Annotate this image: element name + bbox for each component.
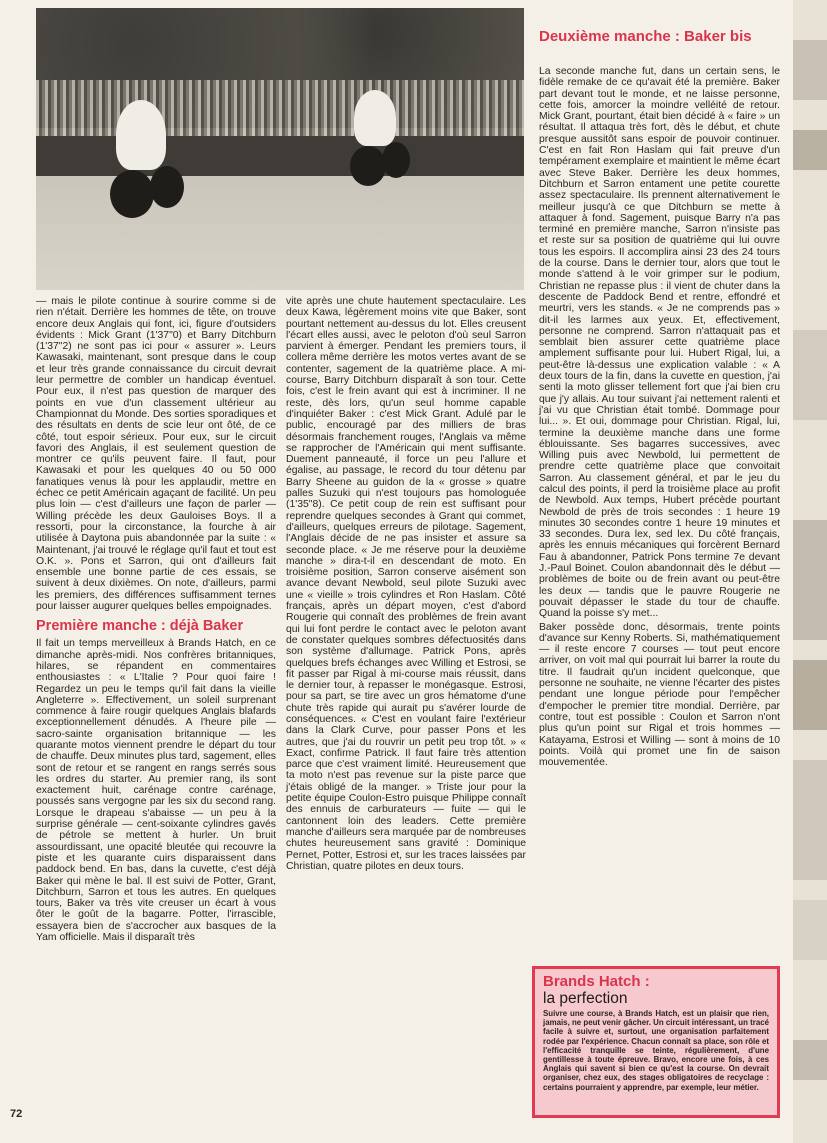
col3-paragraph-1: La seconde manche fut, dans un certain sens, le fidèle remake de ce qu'avait été la première. Baker part devant tout le monde, et ne laisse personne, cette fois, amorcer la moindre velléité de retour. Mick Grant, pourtant, était bien décidé à « faire » un résultat. Il attaqua très fort, dès le début, et chute presque aussitôt sans espoir de pouvoir continuer. C'est en fait Ron Haslam qui fait preuve d'un tempérament exemplaire et maintient le même écart avec Steve Baker. Derrière les deux hommes, Ditchburn et Sarron entament une petite courette assez spectaculaire. Ils prennent alternativement le meilleur jusqu'à ce que Ditchburn se mette à attaquer à fond. Sagement, puisque Barry n'a pas terminé en première manche, Sarron n'insiste pas et reste sur sa position de quatrième qui lui ouvre tous les espoirs. Il accomplira ainsi 23 des 24 tours de la course. Dans le dernier tour, alors que tout le monde s'attend à le voir grimper sur le podium, Christian ne repasse plus : il vient de chuter dans la descente de Paddock Bend et rentre, effondré et meurtri, vers les stands. « Je ne comprends pas » dit-il les larmes aux yeux. Et, effectivement, personne ne comprend. Sarron n'attaquait pas et semblait bien assurer cette quatrième place amplement suffisante pour lui. Hubert Rigal, lui, a peut-être là-dessus une explication valable : « A deux tours de la fin, dans la cuvette en question, j'ai senti la moto glisser tellement fort que j'ai bien cru que j'y allais. Au tour suivant j'ai nettement ralenti et j'ai vu que Christian était tombé. Dommage pour lui... ». Et oui, dommage pour Christian. Rigal, lui, termine la deuxième manche dans une forme éblouissante. Ses bagarres successives, avec Willing puis avec Newbold, lui permettent de prendre cette quatrième place que convoitait Sarron. Au classement général, et par le jeu du calcul des points, il perd la troisième place au profit de Newbold. Aux temps, Hubert précède pourtant Newbold de près de trois secondes : 1 heure 19 minutes 30 secondes contre 1 heure 19 minutes et 33 secondes. Dura lex, sed lex. Du côté français, après les ennuis mécaniques qui forcèrent Bernard Fau à abandonner, Patrick Pons termine 7e devant J.-Paul Boinet. Coulon abandonnait dès le début — problèmes de boite ou de frein avant ou peut-être les deux — tandis que le pauvre Rougerie ne pouvait dépasser le stade du tour de chauffe. Quand la poisse s'y met... (539, 66, 780, 620)
box-title: Brands Hatch : (543, 973, 650, 990)
lead-motorcycle (102, 100, 192, 220)
box-text: Suivre une course, à Brands Hatch, est un plaisir que rien, jamais, ne peut venir gâcher. Un circuit intéressant, un tracé facile à suivre et, surtout, une organisation parfaitement rodée par l'expérience. Chacun connaît sa place, son rôle et l'efficacité tranquille se teinte, régulièrement, d'une gentillesse à toute épreuve. Bravo, encore une fois, à ces Anglais qui savent si bien ce qu'est la course. On devrait organiser, chez eux, des stages obligatoires de recyclage : certains pourraient y apprendre, par exemple, leur métier. (543, 1009, 769, 1092)
section-title-deuxieme-manche: Deuxième manche : Baker bis (539, 28, 752, 45)
second-motorcycle (344, 90, 414, 190)
page-number: 72 (10, 1108, 23, 1120)
col1-paragraph-1: — mais le pilote continue à sourire comme si de rien n'était. Derrière les hommes de tête, on trouve encore deux Anglais qui font, ici, figure d'outsiders évidents : Mick Grant (1'37"0) et Barry Ditchburn (1'37"2) ne sont pas ici pour « assurer ». Leurs Kawasaki, maintenant, sont presque dans le coup et leur très grande connaissance du circuit devrait leur permettre de combler un handicap éventuel. Pour eux, il n'est pas question de marquer des points en vue d'un classement ultérieur au Championnat du Monde. Des sorties sporadiques et des résultats en dents de scie leur ont ôté, de ce côté, tout espoir sérieux. Pour eux, sur le circuit favori des Anglais, il est seulement question de montrer ce qu'ils peuvent faire. Il faut, pour Kawasaki et pour les quelques 40 ou 50 000 fanatiques venus là pour les applaudir, mettre en échec ce petit Américain agaçant de facilité. Un peu plus loin — c'est d'ailleurs une façon de parler — Willing précède les deux Gauloises Boys. Il a ressorti, pour la circonstance, la fourche à air utilisée à Daytona puis abandonnée par la suite : « Maintenant, j'ai trouvé le réglage qu'il faut et tout est O.K. ». Pons et Sarron, qui ont d'ailleurs fait ensemble une bonne partie de ces essais, se suivent à deux dixièmes. On note, d'ailleurs, parmi les premiers, des différences suffisamment ternes pour laisser augurer quelques belles empoignades. (36, 296, 276, 613)
col1-paragraph-2: Il fait un temps merveilleux à Brands Hatch, en ce dimanche après-midi. Nos confrères britanniques, hilares, se répandent en commentaires enthousiastes : « L'Italie ? Pour quoi faire ! Regardez un peu le temps qu'il fait dans la vieille Angleterre ». Effectivement, un soleil surprenant commence à faire rougir quelques Anglais blafards exceptionnellement dénudés. A l'heure pile — sacro-sainte organisation britannique — les quarante motos viennent prendre le départ du tour de chauffe. Deux minutes plus tard, sagement, elles sont de retour et se rangent en rangs serrés sous les ordres du starter. Au premier rang, ils sont exactement huit, carénage contre carénage, poussés sans vergogne par les six du second rang. Lorsque le drapeau s'abaisse — un peu à la surprise générale — cent-soixante cylindres gavés de pétrole se mettent à hurler. Un bruit assourdissant, une opacité bleutée qui recouvre la piste et les quarante cuirs disparaissent dans paddock bend. En bas, dans la cuvette, c'est déjà Baker qui mène le bal. Il est suivi de Potter, Grant, Ditchburn, Sarron et tous les autres. En quelques tours, Baker va très vite creuser un écart à vous ôter le goût de la bagarre. Potter, l'irrascible, essayera bien de s'accrocher aux basques de la Yam officielle. Mais il disparaît très (36, 638, 276, 944)
box-subtitle: la perfection (543, 990, 628, 1007)
column-2 (286, 296, 526, 872)
col2-paragraph: vite après une chute hautement spectaculaire. Les deux Kawa, légèrement moins vite que Baker, sont pourtant nettement au-dessus du lot. Elles creusent l'écart elles aussi, avec le peloton d'où seul Sarron parvient à émerger. Pendant les premiers tours, il collera même derrière les motos vertes avant de se contenter, sagement de la quatrième place. A mi-course, Barry Ditchburn disparaît à son tour. Cette fois, c'est le frein avant qui est à incriminer. Il ne reste, dès lors, qu'un seul homme capable d'inquiéter Baker : c'est Mick Grant. Adulé par le public, encouragé par des milliers de bras désormais franchement rouges, l'Anglais va même se rapprocher de l'Américain qui ment suffisante. Duement panneauté, il force un peu l'allure et égalise, au passage, le record du tour détenu par Barry Sheene au guidon de la « grosse » quatre palles Suzuki qui n'est toujours pas homologuée (1'35"8). Ce petit coup de rein est suffisant pour reprendre quelques secondes à Grant qui commet, d'ailleurs, quelques erreurs de pilotage. Sagement, l'Anglais décide de ne pas insister et assure sa seconde place. « Je me réserve pour la deuxième manche » dira-t-il en descendant de moto. En troisième position, Sarron conserve aisément son avance devant Newbold, seul pilote Suzuki avec une « vieille » trois cylindres et Ron Haslam. Côté français, après un départ moyen, c'est d'abord Rougerie qui connaît des problèmes de frein avant qui lui font perdre le contact avec le peloton avant de constater quelques sombres défectuosités dans son système d'allumage. Patrick Pons, après quelques brefs échanges avec Willing et Estrosi, se fit passer par Rigal à mi-course mais réussit, dans le dernier tour, à repasser le monégasque. Estrosi, pour sa part, se tire avec un gros hématome d'une chute très rapide qui aurait pu s'avérer lourde de conséquences. « C'est en voulant faire l'extérieur dans la Clark Curve, pour passer Pons et les autres, que j'ai du rouvrir un petit peu trop tôt. » « Exact, confirme Patrick. Il faut faire très attention parce que c'est vraiment limité. Heureusement que ta moto n'est pas revenue sur la piste parce que j'étais obligé de la manger. » Triste jour pour la petite équipe Coulon-Estro puisque Philippe connaît des ennuis de carburateurs — fuite — qui le cantonnent loin des leaders. Cette première manche d'ailleurs sera marquée par de nombreuses chutes heureusement sans gravité : Dominique Pernet, Potter, Estrosi et, sur les traces laissées par Christian, quatre pilotes en deux tours. (286, 296, 526, 872)
column-3 (539, 66, 780, 768)
column-1 (36, 296, 276, 943)
col3-paragraph-2: Baker possède donc, désormais, trente points d'avance sur Kenny Roberts. Si, mathématiquement — il reste encore 7 courses — tout peut encore arriver, on voit mal qui pourrait lui barrer la route du titre. Il faudrait qu'un incident quelconque, que personne ne souhaite, ne vienne l'écarter des pistes pendant une longue période pour l'empêcher d'empocher le premier titre mondial. Derrière, par contre, tout est possible : Coulon et Sarron n'ont plus qu'un point sur Rigal et trois hommes — Katayama, Estrosi et Willing — sont à moins de 10 points. Voilà qui promet une fin de saison mouvementée. (539, 621, 780, 769)
sidebar-box (532, 966, 780, 1118)
section-title-premiere-manche: Première manche : déjà Baker (36, 618, 244, 635)
race-photo (36, 8, 524, 290)
page-edge-stripe (793, 0, 827, 1143)
